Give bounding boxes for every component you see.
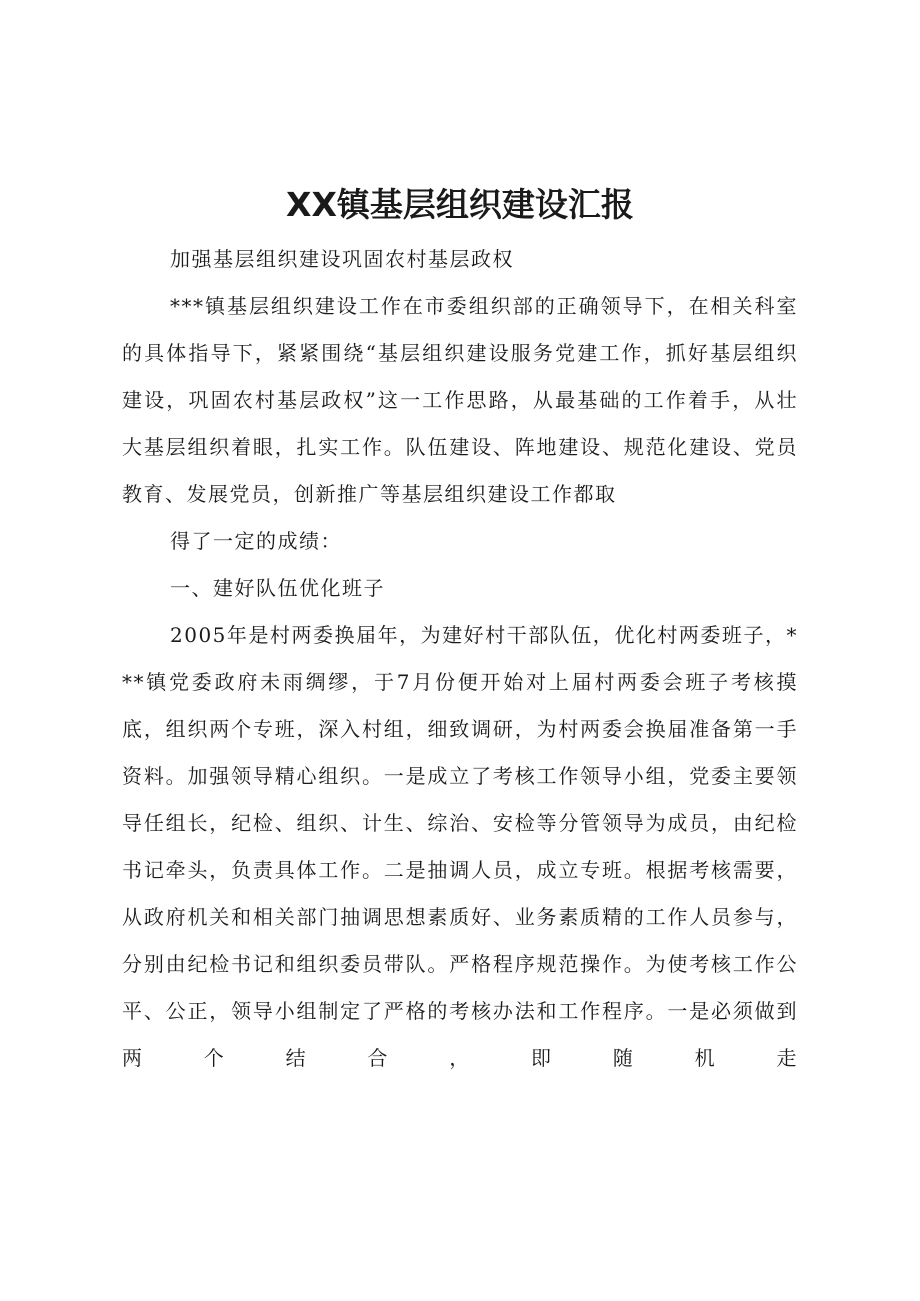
paragraph-achievements: 得了一定的成绩： [170, 529, 342, 553]
paragraph-intro: ***镇基层组织建设工作在市委组织部的正确领导下，在相关科室的具体指导下，紧紧围绕“基层组织建设服务党建工作，抓好基层组织建设，巩固农村基层政权”这一工作思路，从最基础的工作着手，从壮大基层组织着眼，扎实工作。队伍建设、阵地建设、规范化建设、党员教育、发展党员，创新推广等基层组织建设工作都取 [122, 294, 798, 506]
paragraph-subtitle: 加强基层组织建设巩固农村基层政权 [170, 247, 514, 271]
section-heading-1: 一、建好队伍优化班子 [170, 576, 385, 600]
document-title: XX镇基层组织建设汇报 [286, 185, 634, 224]
document-body [122, 236, 798, 1082]
paragraph-section-1: 2005年是村两委换届年，为建好村干部队伍，优化村两委班子，***镇党委政府未雨绸缪，于7月份便开始对上届村两委会班子考核摸底，组织两个专班，深入村组，细致调研，为村两委会换届准备第一手资料。加强领导精心组织。一是成立了考核工作领导小组，党委主要领导任组长，纪检、组织、计生、综治、安检等分管领导为成员，由纪检书记牵头，负责具体工作。二是抽调人员，成立专班。根据考核需要，从政府机关和相关部门抽调思想素质好、业务素质精的工作人员参与，分别由纪检书记和组织委员带队。严格程序规范操作。为使考核工作公平、公正，领导小组制定了严格的考核办法和工作程序。一是必须做到两个结合，即随机走 [122, 623, 798, 1070]
